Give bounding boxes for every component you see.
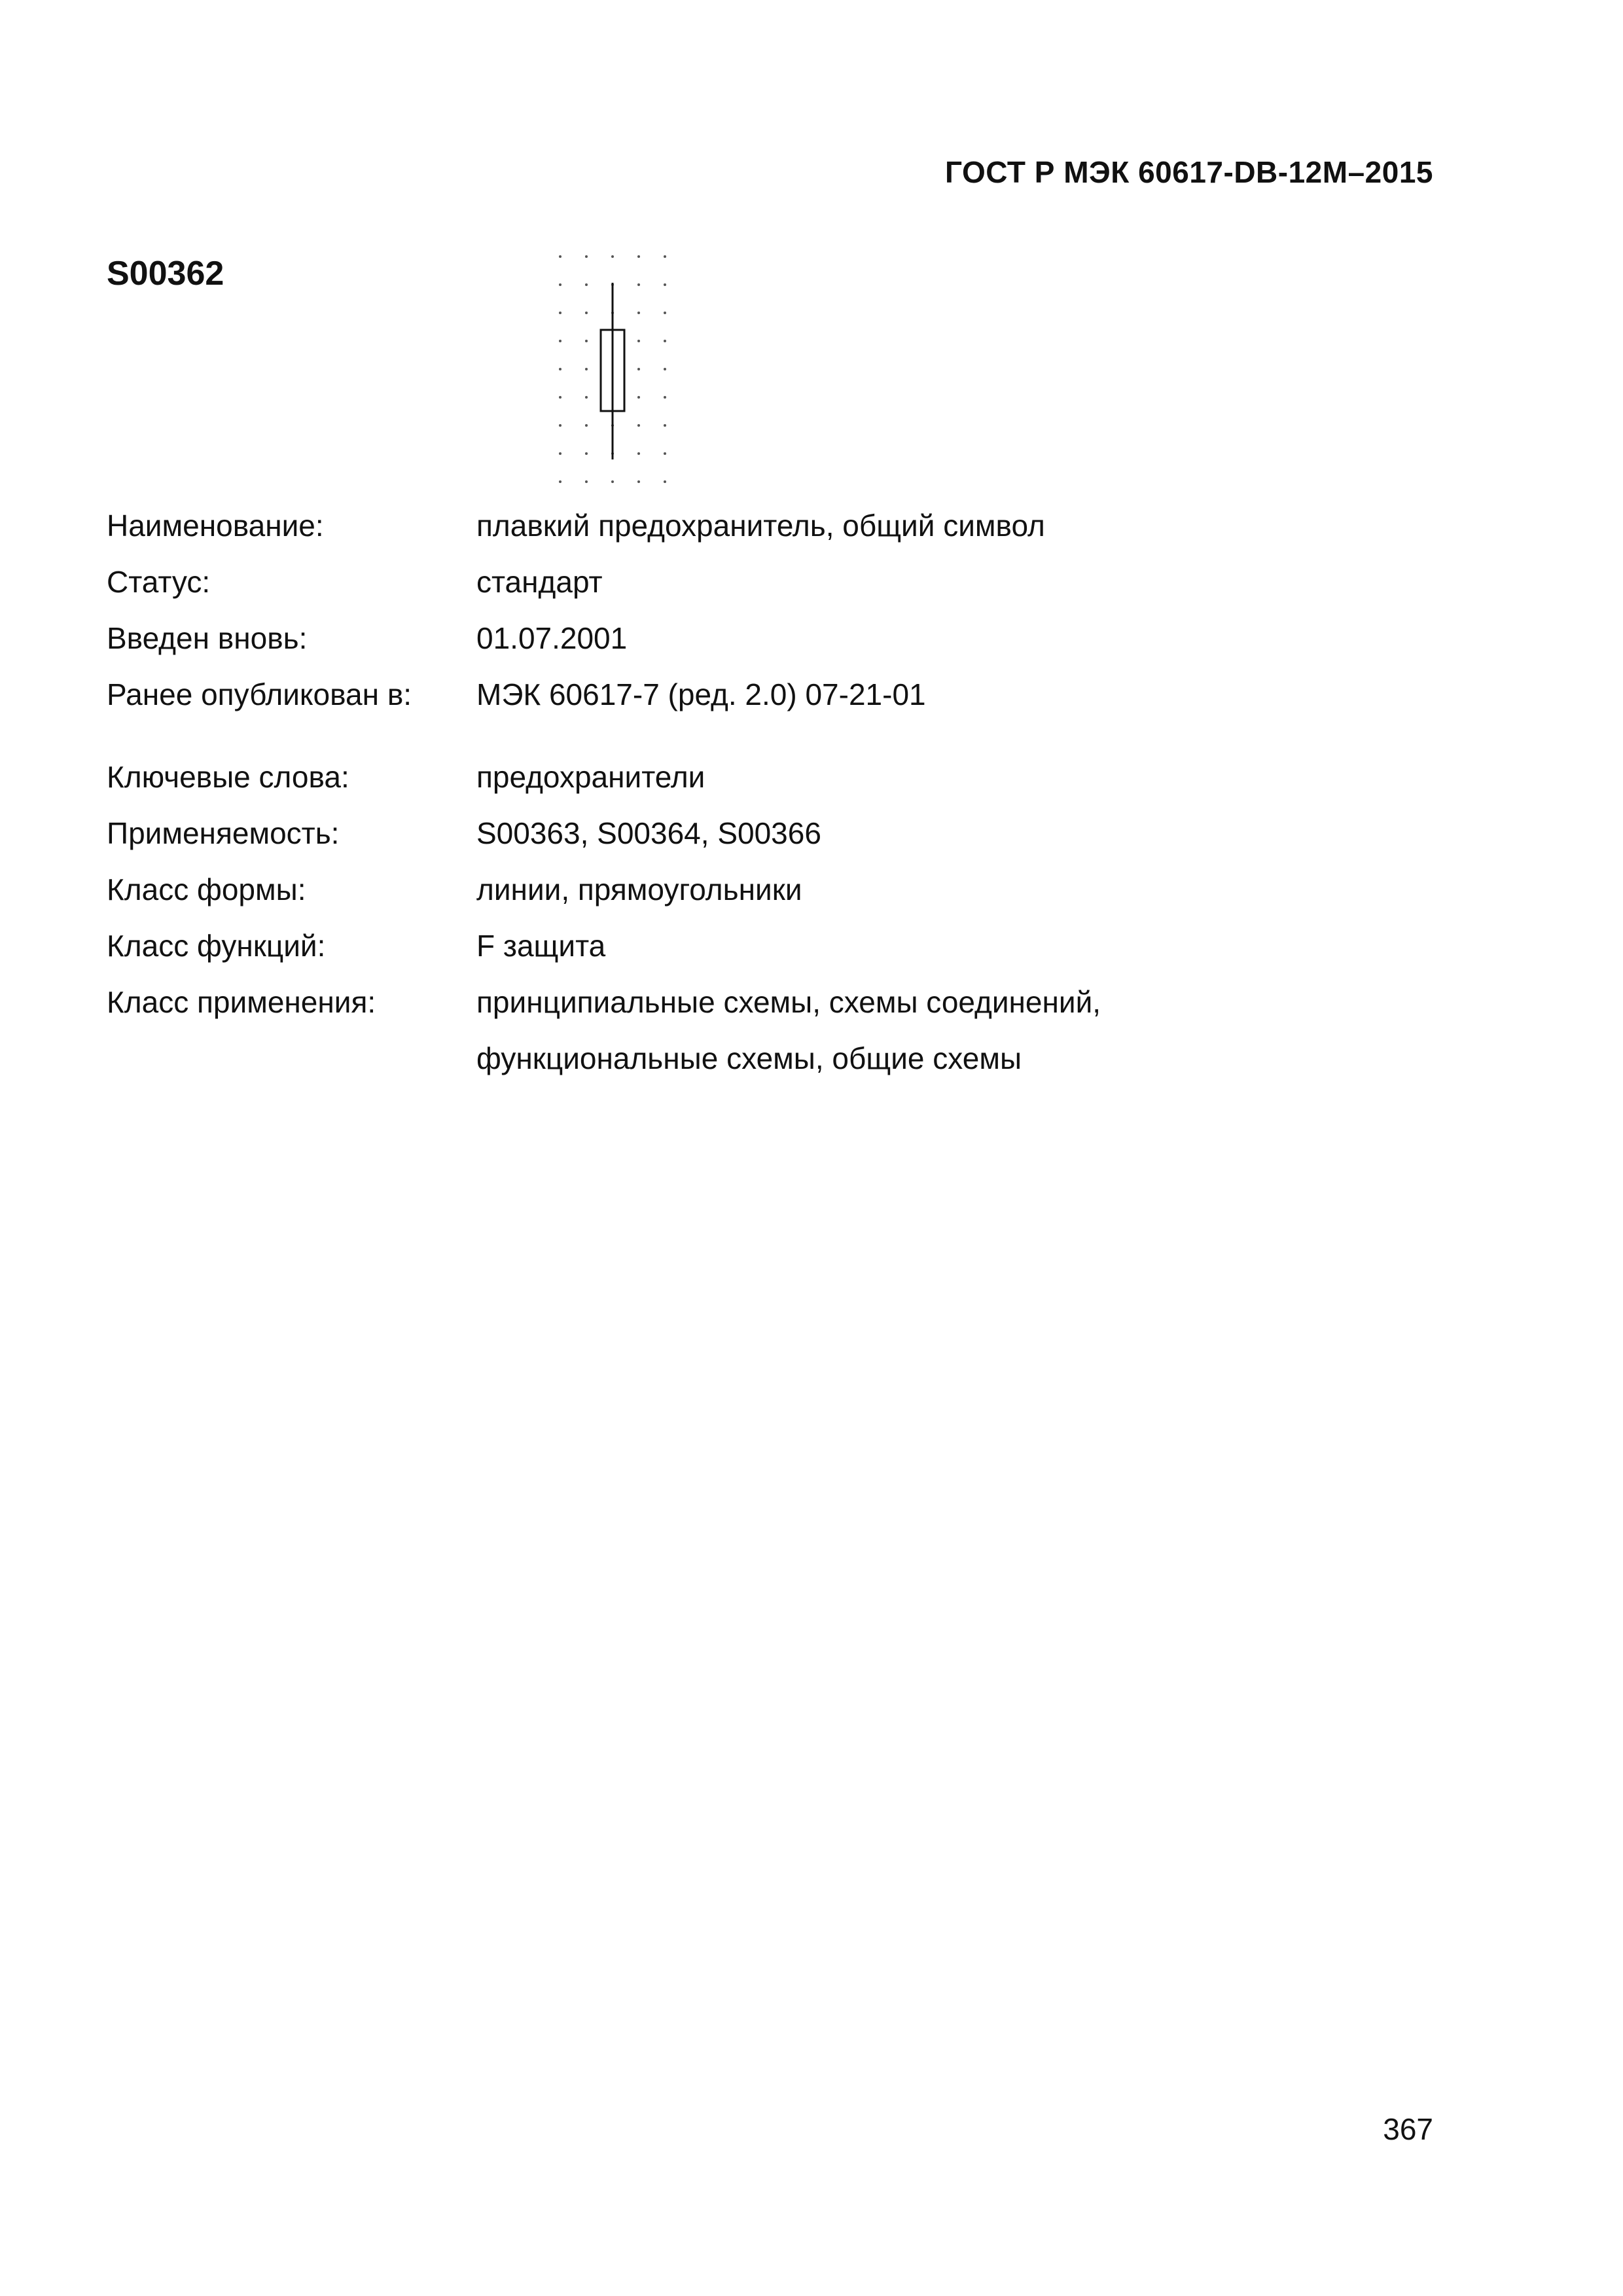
field-value: F защита [476,929,606,963]
grid-dot [585,368,588,370]
page-number: 367 [1383,2112,1433,2146]
field-value: принципиальные схемы, схемы соединений, [476,985,1101,1019]
grid-dot [664,312,666,314]
grid-dot [664,368,666,370]
grid-dot [585,424,588,427]
field-value: стандарт [476,565,603,599]
field-label: Класс формы: [107,872,306,906]
grid-dot [559,396,562,399]
field-value: 01.07.2001 [476,621,628,655]
grid-dot [585,340,588,342]
grid-dot [559,424,562,427]
field-label: Наименование: [107,509,324,543]
grid-dot [637,396,640,399]
field-value: S00363, S00364, S00366 [476,816,821,850]
grid-dot [637,424,640,427]
grid-dot [585,452,588,455]
symbol-id: S00362 [107,255,224,293]
grid-dot [559,452,562,455]
grid-dot [664,396,666,399]
grid-dot [559,283,562,286]
grid-dot [637,340,640,342]
grid-dot [585,312,588,314]
grid-dot [664,452,666,455]
grid-dot [664,480,666,483]
field-label: Ранее опубликован в: [107,677,412,711]
grid-dot [585,396,588,399]
field-label: Класс применения: [107,985,376,1019]
field-label: Применяемость: [107,816,340,850]
grid-dot [637,480,640,483]
grid-dot [664,283,666,286]
field-value: линии, прямоугольники [476,872,802,906]
field-label: Статус: [107,565,211,599]
grid-dot [637,452,640,455]
field-value: плавкий предохранитель, общий символ [476,509,1045,543]
grid-dot [585,283,588,286]
grid-dot [664,255,666,258]
grid-dot [559,480,562,483]
field-value: функциональные схемы, общие схемы [476,1041,1022,1075]
grid-dot [585,255,588,258]
field-label: Введен вновь: [107,621,308,655]
grid-dot [637,368,640,370]
grid-dot [559,340,562,342]
grid-dot [637,312,640,314]
grid-dot [559,255,562,258]
grid-dot [611,255,614,258]
grid-dot [637,255,640,258]
grid-dot [559,312,562,314]
standard-code-header: ГОСТ Р МЭК 60617-DB-12M–2015 [945,155,1433,189]
grid-dot [637,283,640,286]
field-label: Класс функций: [107,929,326,963]
field-label: Ключевые слова: [107,760,349,794]
grid-dot [611,480,614,483]
grid-dot [559,368,562,370]
grid-dot [664,340,666,342]
field-value: МЭК 60617-7 (ред. 2.0) 07-21-01 [476,677,926,711]
fuse-symbol-figure [547,243,678,492]
grid-dot [585,480,588,483]
field-value: предохранители [476,760,705,794]
grid-dot [664,424,666,427]
